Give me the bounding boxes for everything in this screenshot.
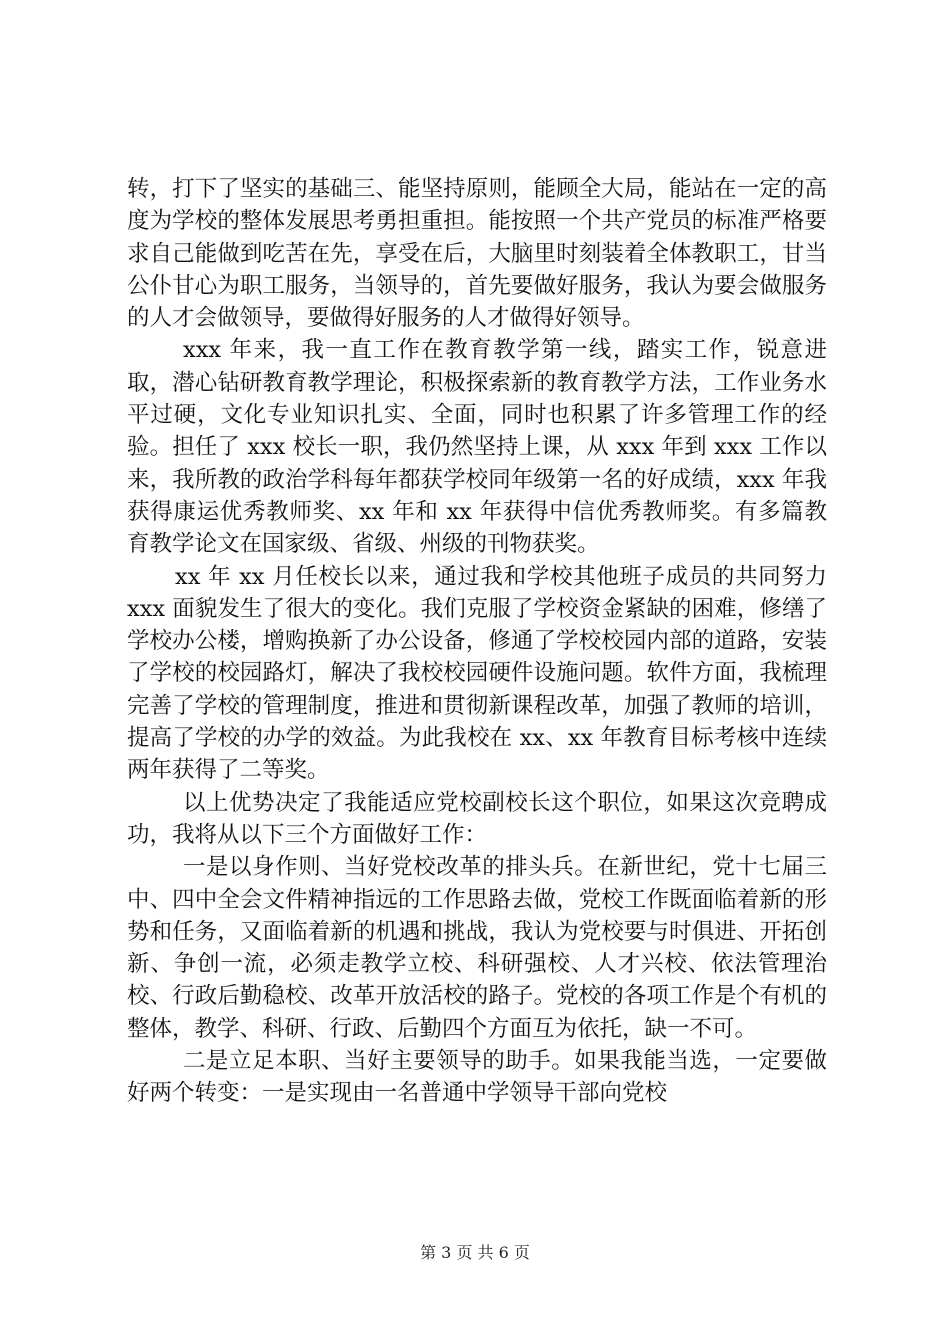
document-body — [127, 173, 827, 1110]
paragraph-point-two: 二是立足本职、当好主要领导的助手。如果我能当选，一定要做好两个转变：一是实现由一名普通中学领导干部向党校 — [127, 1048, 827, 1107]
paragraph-experience: xxx 年来，我一直工作在教育教学第一线，踏实工作，锐意进取，潜心钻研教育教学理论，积极探索新的教育教学方法，工作业务水平过硬，文化专业知识扎实、全面，同时也积累了许多管理工作的经验。担任了 xxx 校长一职，我仍然坚持上课，从 xxx 年到 xxx 工作以来，我所教的政治学科每年都获学校同年级第一名的好成绩，xxx 年我获得康运优秀教师奖、xx 年和 xx 年获得中信优秀教师奖。有多篇教育教学论文在国家级、省级、州级的刊物获奖。 — [127, 337, 827, 558]
paragraph-achievements: xx 年 xx 月任校长以来，通过我和学校其他班子成员的共同努力 xxx 面貌发生了很大的变化。我们克服了学校资金紧缺的困难，修缮了学校办公楼，增购换新了办公设备，修通了学校校园内部的道路，安装了学校的校园路灯，解决了我校校园硬件设施问题。软件方面，我梳理完善了学校的管理制度，推进和贯彻新课程改革，加强了教师的培训，提高了学校的办学的效益。为此我校在 xx、xx 年教育目标考核中连续两年获得了二等奖。 — [127, 563, 827, 784]
paragraph-transition: 以上优势决定了我能适应党校副校长这个职位，如果这次竞聘成功，我将从以下三个方面做好工作： — [127, 789, 827, 848]
page-number-footer: 第 3 页 共 6 页 — [420, 1243, 530, 1262]
paragraph-point-one: 一是以身作则、当好党校改革的排头兵。在新世纪，党十七届三中、四中全会文件精神指远的工作思路去做，党校工作既面临着新的形势和任务，又面临着新的机遇和挑战，我认为党校要与时俱进、开拓创新、争创一流，必须走教学立校、科研强校、人才兴校、依法管理治校、行政后勤稳校、改革开放活校的路子。党校的各项工作是个有机的整体，教学、科研、行政、后勤四个方面互为依托，缺一不可。 — [127, 854, 827, 1042]
paragraph-continuation: 转，打下了坚实的基础三、能坚持原则，能顾全大局，能站在一定的高度为学校的整体发展思考勇担重担。能按照一个共产党员的标准严格要求自己能做到吃苦在先，享受在后，大脑里时刻装着全体教职工，甘当公仆甘心为职工服务，当领导的，首先要做好服务，我认为要会做服务的人才会做领导，要做得好服务的人才做得好领导。 — [127, 176, 827, 332]
